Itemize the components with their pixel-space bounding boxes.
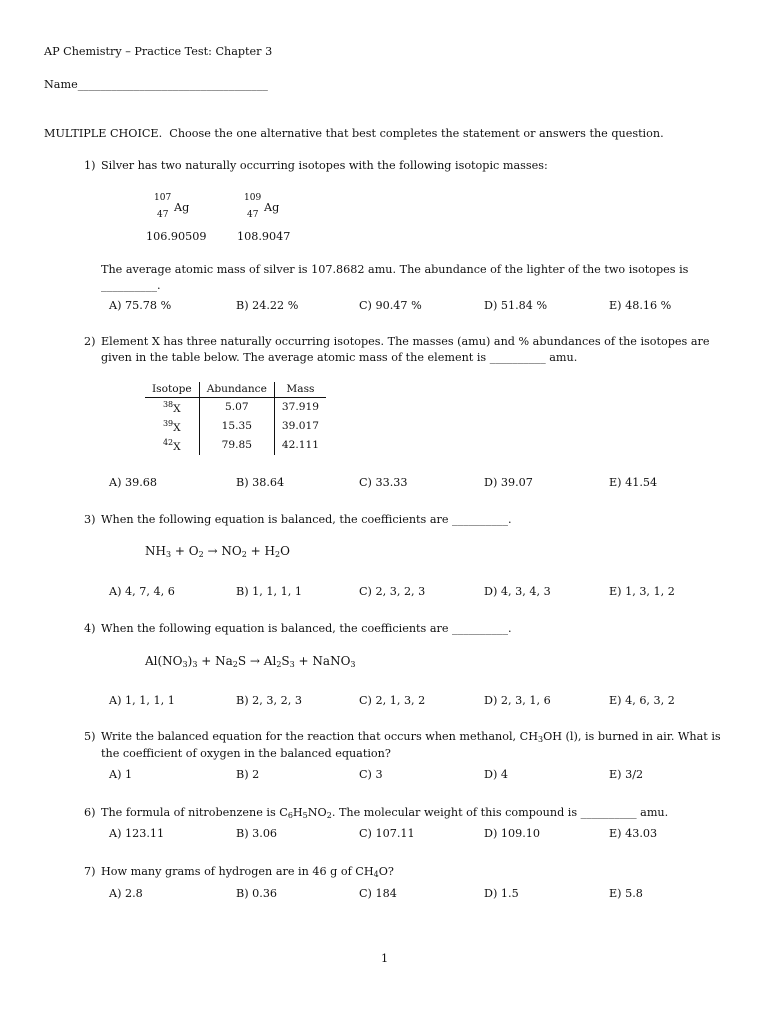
question-2-text-line-1: Element X has three naturally occurring isotopes. The masses (amu) and % abundances of the isotopes are xyxy=(101,335,710,348)
option-b[interactable]: B) 38.64 xyxy=(236,476,285,489)
option-a[interactable]: A) 4, 7, 4, 6 xyxy=(109,585,175,598)
option-e[interactable]: E) 43.03 xyxy=(609,827,658,840)
isotope-table xyxy=(145,382,326,455)
option-d[interactable]: D) 4 xyxy=(484,768,509,781)
question-4-text: When the following equation is balanced, the coefficients are __________. xyxy=(101,622,512,635)
name-blank: __________________________________ xyxy=(77,78,268,91)
table-header-row xyxy=(145,382,326,398)
isotope-1-mass: 106.90509 xyxy=(146,230,207,243)
option-a[interactable]: A) 1, 1, 1, 1 xyxy=(109,694,175,707)
document-title: AP Chemistry – Practice Test: Chapter 3 xyxy=(44,45,273,58)
option-c[interactable]: C) 107.11 xyxy=(359,827,415,840)
question-4-options xyxy=(109,694,709,710)
option-a[interactable]: A) 123.11 xyxy=(109,827,165,840)
question-2-text-line-2: given in the table below. The average atomic mass of the element is __________ amu. xyxy=(101,351,578,364)
reaction-arrow: → xyxy=(249,654,260,668)
isotope-cell: $^{42}$X xyxy=(162,437,181,453)
table-row xyxy=(145,436,326,455)
option-e[interactable]: E) 41.54 xyxy=(609,476,658,489)
option-b[interactable]: B) 24.22 % xyxy=(236,299,299,312)
option-e[interactable]: E) 3/2 xyxy=(609,768,644,781)
option-c[interactable]: C) 184 xyxy=(359,887,397,900)
table-row xyxy=(145,398,326,418)
reaction-arrow: → xyxy=(207,544,218,558)
question-6-text: The formula of nitrobenzene is $C_6H_5NO_2$. The molecular weight of this compound is __________ amu. xyxy=(101,806,669,820)
isotope-1-atomic-number: 47 xyxy=(157,210,169,220)
section-heading: MULTIPLE CHOICE. xyxy=(44,127,163,140)
option-c[interactable]: C) 2, 1, 3, 2 xyxy=(359,694,426,707)
question-1-text: Silver has two naturally occurring isotopes with the following isotopic masses: xyxy=(101,159,548,172)
question-3-options xyxy=(109,585,709,601)
option-b[interactable]: B) 2 xyxy=(236,768,260,781)
question-3-text: When the following equation is balanced, the coefficients are __________. xyxy=(101,513,512,526)
option-d[interactable]: D) 39.07 xyxy=(484,476,533,489)
mass-cell: 39.017 xyxy=(274,417,326,436)
abundance-cell: 5.07 xyxy=(199,398,274,418)
mass-cell: 37.919 xyxy=(274,398,326,418)
option-a[interactable]: A) 1 xyxy=(109,768,133,781)
question-2-number: 2) xyxy=(84,335,96,348)
option-d[interactable]: D) 4, 3, 4, 3 xyxy=(484,585,551,598)
option-e[interactable]: E) 1, 3, 1, 2 xyxy=(609,585,675,598)
question-5-options xyxy=(109,768,709,784)
isotope-1-symbol: Ag xyxy=(174,201,190,214)
option-d[interactable]: D) 2, 3, 1, 6 xyxy=(484,694,551,707)
option-b[interactable]: B) 1, 1, 1, 1 xyxy=(236,585,302,598)
option-e[interactable]: E) 5.8 xyxy=(609,887,643,900)
option-c[interactable]: C) 3 xyxy=(359,768,383,781)
question-1-blank: __________. xyxy=(101,279,161,292)
question-1-number: 1) xyxy=(84,159,96,172)
question-7-text: How many grams of hydrogen are in 46 g of $CH_4O$? xyxy=(101,865,394,879)
option-a[interactable]: A) 75.78 % xyxy=(109,299,172,312)
section-instructions xyxy=(44,127,664,141)
isotope-2-symbol: Ag xyxy=(264,201,280,214)
question-5-text-line-2: the coefficient of oxygen in the balanced equation? xyxy=(101,747,391,760)
question-7-options xyxy=(109,887,709,903)
option-d[interactable]: D) 1.5 xyxy=(484,887,519,900)
question-5-number: 5) xyxy=(84,730,96,743)
instructions-text: Choose the one alternative that best completes the statement or answers the question. xyxy=(169,127,664,140)
isotope-2-mass-number: 109 xyxy=(244,193,262,203)
page-number: 1 xyxy=(381,952,389,965)
question-2-options xyxy=(109,476,709,492)
question-7-number: 7) xyxy=(84,865,96,878)
isotope-cell: $^{38}$X xyxy=(162,399,181,415)
abundance-cell: 79.85 xyxy=(199,436,274,455)
question-1-options xyxy=(109,299,709,315)
option-d[interactable]: D) 51.84 % xyxy=(484,299,548,312)
name-line[interactable] xyxy=(44,78,268,92)
name-label: Name xyxy=(44,78,78,91)
question-4-equation: $Al(NO_3)_3 + Na_2S \to Al_2S_3$ + NaNO$_3$ xyxy=(145,654,356,669)
question-4-number: 4) xyxy=(84,622,96,635)
header-abundance: Abundance xyxy=(199,382,274,398)
option-c[interactable]: C) 90.47 % xyxy=(359,299,422,312)
option-b[interactable]: B) 2, 3, 2, 3 xyxy=(236,694,302,707)
header-mass: Mass xyxy=(274,382,326,398)
option-a[interactable]: A) 39.68 xyxy=(109,476,158,489)
table-row xyxy=(145,417,326,436)
option-e[interactable]: E) 48.16 % xyxy=(609,299,672,312)
option-e[interactable]: E) 4, 6, 3, 2 xyxy=(609,694,675,707)
abundance-cell: 15.35 xyxy=(199,417,274,436)
question-6-options xyxy=(109,827,709,843)
isotope-cell: $^{39}$X xyxy=(162,418,181,434)
question-3-equation: $NH_3 + O_2 \to NO_2 + H_2O$ xyxy=(145,544,290,559)
header-isotope: Isotope xyxy=(145,382,199,398)
question-3-number: 3) xyxy=(84,513,96,526)
option-a[interactable]: A) 2.8 xyxy=(109,887,143,900)
option-c[interactable]: C) 33.33 xyxy=(359,476,408,489)
option-c[interactable]: C) 2, 3, 2, 3 xyxy=(359,585,426,598)
option-d[interactable]: D) 109.10 xyxy=(484,827,541,840)
option-b[interactable]: B) 0.36 xyxy=(236,887,278,900)
isotope-1-mass-number: 107 xyxy=(154,193,172,203)
question-1-text-2: The average atomic mass of silver is 107.8682 amu. The abundance of the lighter of the two isotopes is xyxy=(101,263,689,276)
question-5-text-line-1: Write the balanced equation for the reaction that occurs when methanol, $CH_3OH$ (l), is burned in air. What is xyxy=(101,730,721,744)
mass-cell: 42.111 xyxy=(274,436,326,455)
option-b[interactable]: B) 3.06 xyxy=(236,827,278,840)
isotope-2-mass: 108.9047 xyxy=(237,230,291,243)
question-6-number: 6) xyxy=(84,806,96,819)
isotope-2-atomic-number: 47 xyxy=(247,210,259,220)
